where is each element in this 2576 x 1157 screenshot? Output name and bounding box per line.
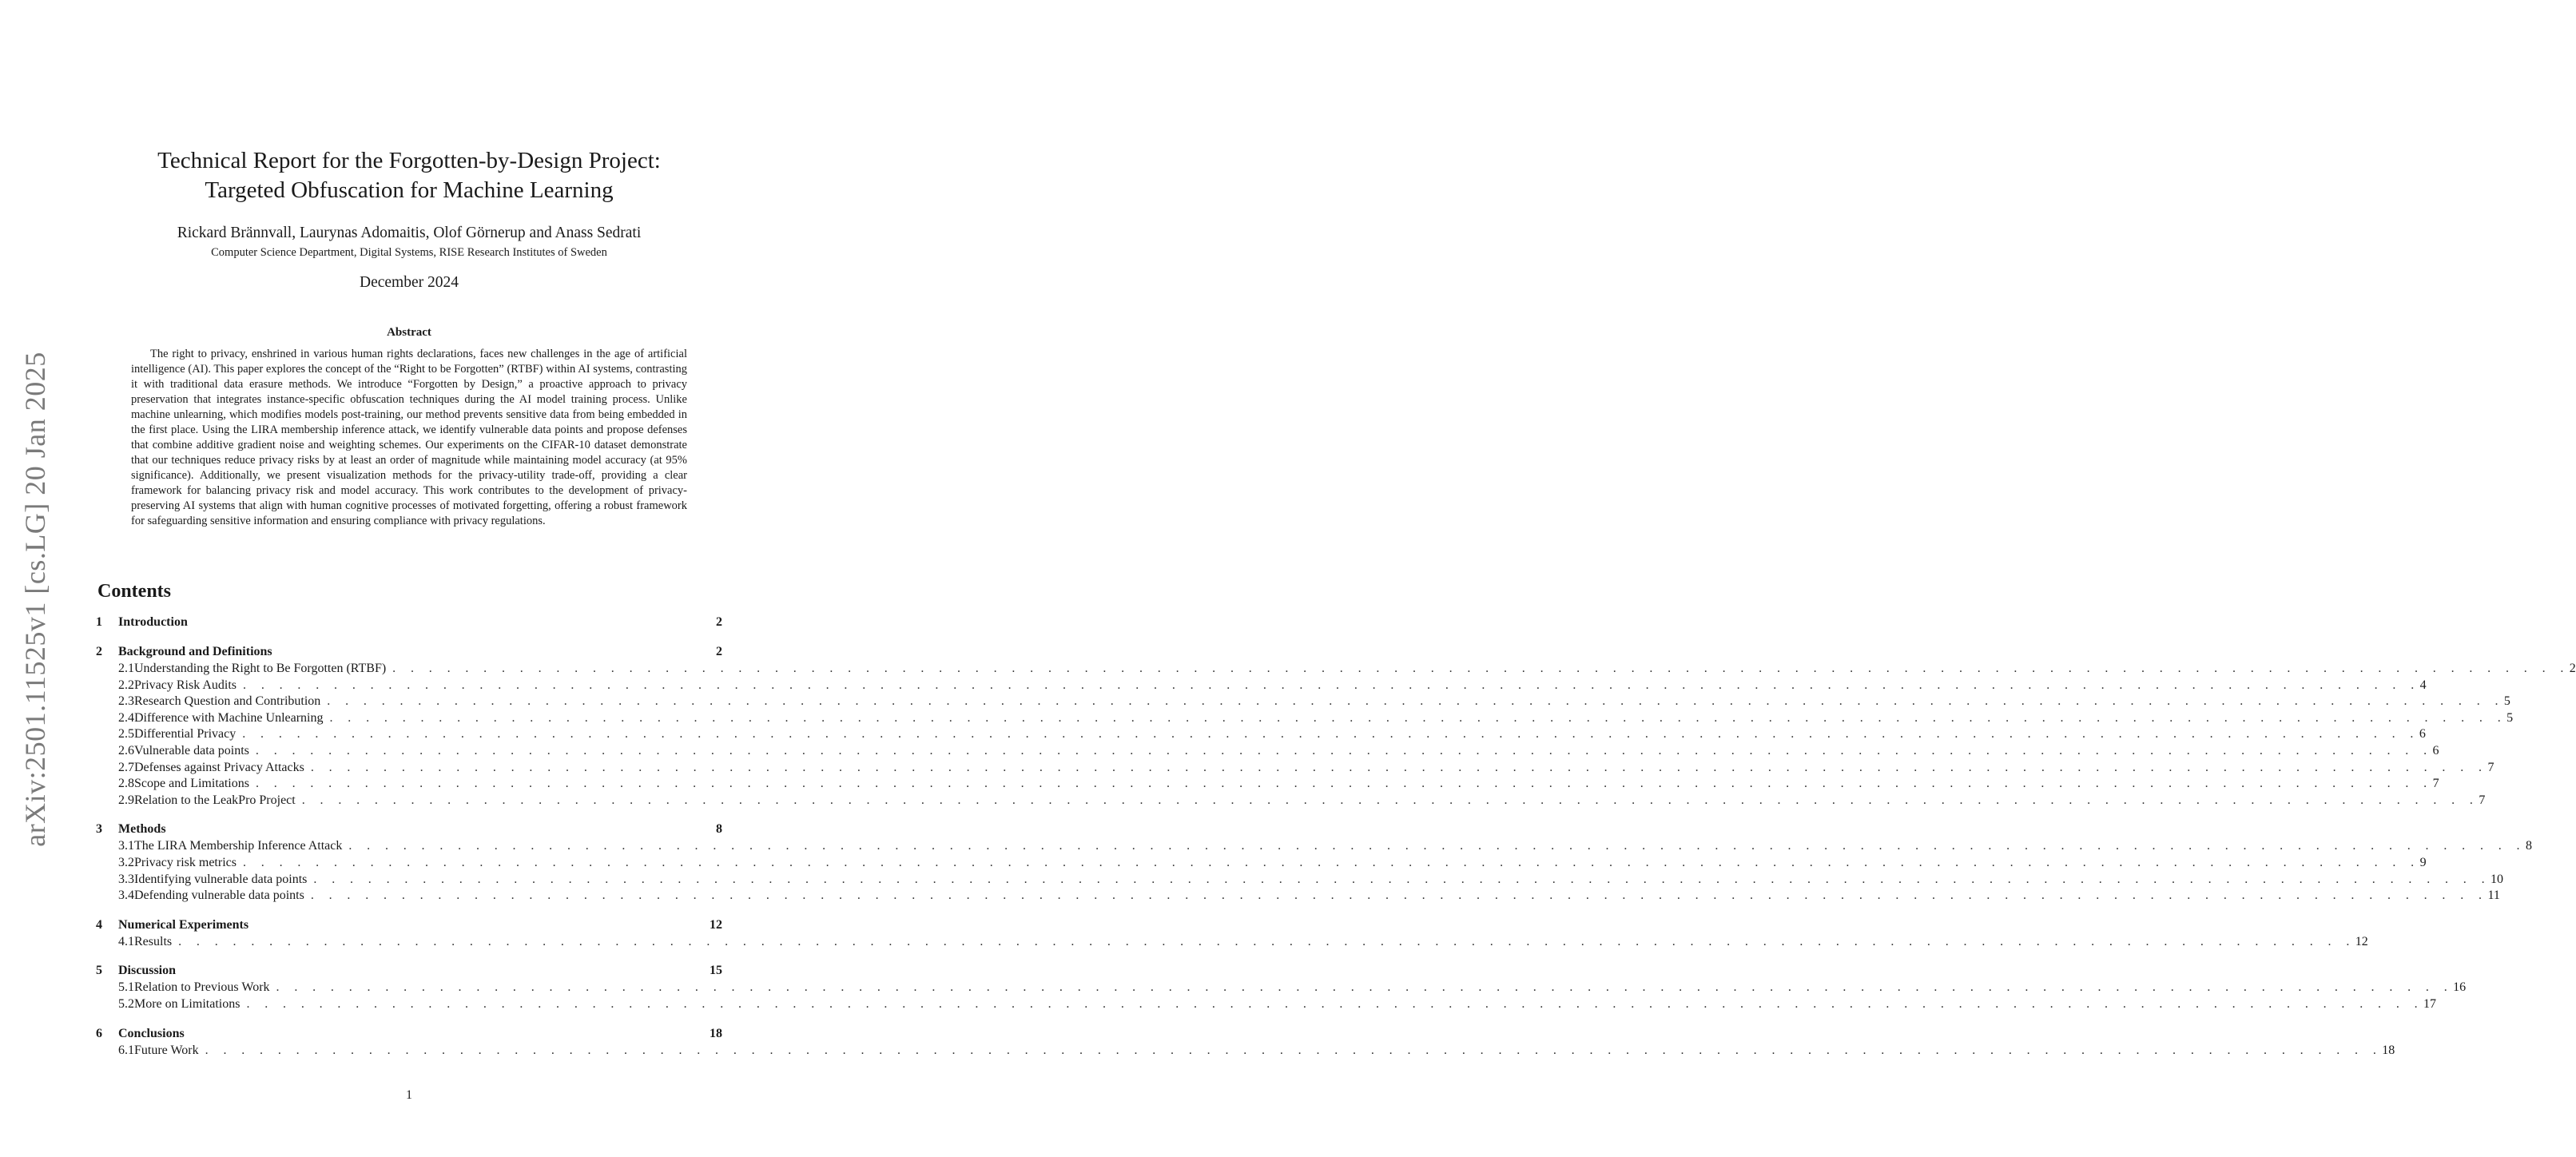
abstract-body: The right to privacy, enshrined in various human rights declarations, faces new challenges in the age of artificial intelligence (AI). This paper explores the concept of the “Right to be Forgotten” (RTBF) within AI systems, contrasting it with traditional data erasure methods. We introduce “Forgotten by Design,” a proactive approach to privacy preservation that integrates instance-specific obfuscation techniques during the AI model training process. Unlike machine unlearning, which modifies models post-training, our method prevents sensitive data from being embedded in the first place. Using the LIRA membership inference attack, we identify vulnerable data points and propose defenses that combine additive gradient noise and weighting schemes. Our experiments on the CIFAR-10 dataset demonstrate that our techniques reduce privacy risks by at least an order of magnitude while maintaining model accuracy (at 95% significance). Additionally, we present visualization methods for the privacy-utility trade-off, providing a clear framework for balancing privacy risk and model accuracy. This work contributes to the development of privacy-preserving AI systems that align with human cognitive processes of motivated forgetting, offering a robust framework for safeguarding sensitive information and ensuring compliance with privacy regulations. bbox=[131, 348, 687, 527]
toc-dot-leader: . . . . . . . . . . . . . . . . . . . . . . . . . . . . . . . . . . . . . . . . . . . . . . . . . . . . . . . . . . . . . . . . . . . . . . . . . . . . . . . . . . . . . . . . . . . . . . . . . . . . . . . . . . . . . . . . . . . . . . . . bbox=[329, 710, 2507, 725]
authors: Rickard Brännvall, Laurynas Adomaitis, Olof Görnerup and Anass Sedrati bbox=[177, 225, 642, 241]
toc-section-page: 12 bbox=[710, 917, 722, 932]
toc-section-row[interactable] bbox=[96, 645, 722, 662]
contents-heading: Contents bbox=[97, 581, 172, 602]
toc-subsection-title: Defending vulnerable data points bbox=[134, 889, 304, 903]
toc-subsection-row[interactable] bbox=[96, 872, 2503, 889]
toc-section-row[interactable] bbox=[96, 918, 722, 935]
toc-subsection-page: 18 bbox=[2382, 1043, 2395, 1057]
toc-dot-leader: . . . . . . . . . . . . . . . . . . . . . . . . . . . . . . . . . . . . . . . . . . . . . . . . . . . . . . . . . . . . . . . . . . . . . . . . . . . . . . . . . . . . . . . . . . . . . . . . . . . . . . . . . . . . . . . . . . . . . . . . bbox=[243, 678, 2420, 692]
toc-section-title: Conclusions bbox=[118, 1026, 185, 1040]
title-line-2: Targeted Obfuscation for Machine Learning bbox=[205, 177, 614, 203]
page-number: 1 bbox=[406, 1088, 412, 1102]
toc-subsection-row[interactable] bbox=[96, 996, 2437, 1014]
toc-subsection-row[interactable] bbox=[96, 855, 2427, 873]
toc-section-title: Background and Definitions bbox=[118, 645, 272, 658]
toc-dot-leader: . . . . . . . . . . . . . . . . . . . . . . . . . . . . . . . . . . . . . . . . . . . . . . . . . . . . . . . . . . . . . . . . . . . . . . . . . . . . . . . . . . . . . . . . . . . . . . . . . . . . . . . . . . . . . . . . . . . . . . . . bbox=[246, 996, 2424, 1011]
toc-dot-leader: . . . . . . . . . . . . . . . . . . . . . . . . . . . . . . . . . . . . . . . . . . . . . . . . . . . . . . . . . . . . . . . . . . . . . . . . . . . . . . . . . . . . . . . . . . . . . . . . . . . . . . . . . . . . . . . . . . . . . . . . bbox=[348, 839, 2526, 853]
toc-section-number: 4 bbox=[96, 917, 102, 932]
toc-subsection-number: 2.8 bbox=[118, 777, 134, 791]
toc-subsection-number: 2.4 bbox=[118, 710, 134, 725]
toc-dot-leader: . . . . . . . . . . . . . . . . . . . . . . . . . . . . . . . . . . . . . . . . . . . . . . . . . . . . . . . . . . . . . . . . . . . . . . . . . . . . . . . . . . . . . . . . . . . . . . . . . . . . . . . . . . . . . . . . . . . . . . . . bbox=[178, 934, 2355, 948]
toc-section-page: 18 bbox=[710, 1026, 722, 1040]
toc-subsection-title: Differential Privacy bbox=[134, 727, 237, 742]
toc-dot-leader: . . . . . . . . . . . . . . . . . . . . . . . . . . . . . . . . . . . . . . . . . . . . . . . . . . . . . . . . . . . . . . . . . . . . . . . . . . . . . . . . . . . . . . . . . . . . . . . . . . . . . . . . . . . . . . . . . . . . . . . . bbox=[205, 1043, 2383, 1057]
toc-subsection-number: 3.3 bbox=[118, 872, 134, 886]
toc-subsection-title: Scope and Limitations bbox=[134, 777, 249, 791]
toc-subsection-page: 7 bbox=[2487, 760, 2495, 774]
toc-subsection-number: 5.1 bbox=[118, 980, 134, 995]
toc-subsection-title: Privacy Risk Audits bbox=[134, 678, 237, 692]
toc-section-number: 1 bbox=[96, 615, 102, 629]
toc-section-row[interactable] bbox=[96, 1027, 722, 1044]
toc-dot-leader: . . . . . . . . . . . . . . . . . . . . . . . . . . . . . . . . . . . . . . . . . . . . . . . . . . . . . . . . . . . . . . . . . . . . . . . . . . . . . . . . . . . . . . . . . . . . . . . . . . . . . . . . . . . . . . . . . . . . . . . . bbox=[255, 743, 2433, 757]
toc-subsection-page: 5 bbox=[2506, 710, 2514, 725]
toc-subsection-page: 2 bbox=[2569, 662, 2576, 675]
toc-subsection-title: The LIRA Membership Inference Attack bbox=[134, 839, 343, 853]
abstract-heading: Abstract bbox=[387, 326, 431, 339]
toc-subsection-number: 2.7 bbox=[118, 760, 134, 774]
toc-section-row[interactable] bbox=[96, 822, 722, 839]
toc-section-title: Introduction bbox=[118, 615, 188, 629]
toc-dot-leader: . . . . . . . . . . . . . . . . . . . . . . . . . . . . . . . . . . . . . . . . . . . . . . . . . . . . . . . . . . . . . . . . . . . . . . . . . . . . . . . . . . . . . . . . . . . . . . . . . . . . . . . . . . . . . . . . . . . . . . . . bbox=[392, 662, 2570, 675]
toc-subsection-page: 10 bbox=[2491, 872, 2503, 886]
toc-subsection-row[interactable] bbox=[96, 980, 2467, 997]
toc-subsection-page: 7 bbox=[2432, 777, 2439, 791]
toc-subsection-row[interactable] bbox=[96, 760, 2495, 777]
affiliation: Computer Science Department, Digital Systems, RISE Research Institutes of Sweden bbox=[211, 246, 607, 259]
toc-subsection-number: 5.2 bbox=[118, 996, 134, 1011]
toc-subsection-title: Understanding the Right to Be Forgotten (RTBF) bbox=[134, 662, 387, 675]
toc-subsection-title: Vulnerable data points bbox=[134, 743, 249, 757]
toc-subsection-row[interactable] bbox=[96, 839, 2532, 856]
toc-subsection-number: 3.2 bbox=[118, 855, 134, 869]
toc-dot-leader: . . . . . . . . . . . . . . . . . . . . . . . . . . . . . . . . . . . . . . . . . . . . . . . . . . . . . . . . . . . . . . . . . . . . . . . . . . . . . . . . . . . . . . . . . . . . . . . . . . . . . . . . . . . . . . . . . . . . . . . . bbox=[255, 777, 2433, 791]
toc-subsection-row[interactable] bbox=[96, 777, 2439, 793]
toc-subsection-row[interactable] bbox=[96, 710, 2514, 728]
toc-subsection-title: Difference with Machine Unlearning bbox=[134, 710, 324, 725]
toc-subsection-number: 2.9 bbox=[118, 793, 134, 807]
toc-subsection-title: Identifying vulnerable data points bbox=[134, 872, 308, 886]
toc-subsection-title: Relation to Previous Work bbox=[134, 980, 270, 995]
toc-subsection-title: Results bbox=[134, 934, 173, 948]
toc-dot-leader: . . . . . . . . . . . . . . . . . . . . . . . . . . . . . . . . . . . . . . . . . . . . . . . . . . . . . . . . . . . . . . . . . . . . . . . . . . . . . . . . . . . . . . . . . . . . . . . . . . . . . . . . . . . . . . . . . . . . . . . . bbox=[310, 889, 2488, 903]
toc-subsection-number: 2.6 bbox=[118, 743, 134, 757]
toc-subsection-row[interactable] bbox=[96, 793, 2486, 810]
toc-section-title: Methods bbox=[118, 822, 166, 837]
toc-dot-leader: . . . . . . . . . . . . . . . . . . . . . . . . . . . . . . . . . . . . . . . . . . . . . . . . . . . . . . . . . . . . . . . . . . . . . . . . . . . . . . . . . . . . . . . . . . . . . . . . . . . . . . . . . . . . . . . . . . . . . . . . bbox=[242, 727, 2419, 742]
date: December 2024 bbox=[360, 274, 459, 291]
toc-section-title: Numerical Experiments bbox=[118, 917, 249, 932]
table-of-contents bbox=[96, 615, 2576, 1060]
toc-subsection-number: 2.3 bbox=[118, 694, 134, 709]
toc-subsection-number: 2.2 bbox=[118, 678, 134, 692]
toc-subsection-row[interactable] bbox=[96, 727, 2426, 744]
toc-section-number: 5 bbox=[96, 964, 102, 978]
toc-subsection-row[interactable] bbox=[96, 678, 2427, 695]
toc-subsection-title: Privacy risk metrics bbox=[134, 855, 237, 869]
toc-subsection-row[interactable] bbox=[96, 743, 2439, 761]
toc-dot-leader: . . . . . . . . . . . . . . . . . . . . . . . . . . . . . . . . . . . . . . . . . . . . . . . . . . . . . . . . . . . . . . . . . . . . . . . . . . . . . . . . . . . . . . . . . . . . . . . . . . . . . . . . . . . . . . . . . . . . . . . . bbox=[276, 980, 2454, 995]
toc-section-number: 2 bbox=[96, 645, 102, 658]
arxiv-side-stamp: arXiv:2501.11525v1 [cs.LG] 20 Jan 2025 bbox=[19, 352, 51, 847]
toc-subsection-number: 6.1 bbox=[118, 1043, 134, 1057]
toc-section-page: 2 bbox=[716, 645, 722, 658]
toc-section-number: 6 bbox=[96, 1026, 102, 1040]
toc-subsection-page: 4 bbox=[2419, 678, 2427, 692]
toc-subsection-number: 3.1 bbox=[118, 839, 134, 853]
toc-subsection-row[interactable] bbox=[96, 934, 2368, 952]
toc-subsection-number: 4.1 bbox=[118, 934, 134, 948]
toc-subsection-page: 7 bbox=[2479, 793, 2486, 807]
toc-dot-leader: . . . . . . . . . . . . . . . . . . . . . . . . . . . . . . . . . . . . . . . . . . . . . . . . . . . . . . . . . . . . . . . . . . . . . . . . . . . . . . . . . . . . . . . . . . . . . . . . . . . . . . . . . . . . . . . . . . . . . . . . bbox=[327, 694, 2504, 709]
toc-section-row[interactable] bbox=[96, 615, 722, 632]
toc-dot-leader: . . . . . . . . . . . . . . . . . . . . . . . . . . . . . . . . . . . . . . . . . . . . . . . . . . . . . . . . . . . . . . . . . . . . . . . . . . . . . . . . . . . . . . . . . . . . . . . . . . . . . . . . . . . . . . . . . . . . . . . . bbox=[310, 760, 2488, 774]
toc-subsection-row[interactable] bbox=[96, 1043, 2395, 1060]
toc-dot-leader: . . . . . . . . . . . . . . . . . . . . . . . . . . . . . . . . . . . . . . . . . . . . . . . . . . . . . . . . . . . . . . . . . . . . . . . . . . . . . . . . . . . . . . . . . . . . . . . . . . . . . . . . . . . . . . . . . . . . . . . . bbox=[301, 793, 2479, 807]
toc-subsection-title: Defenses against Privacy Attacks bbox=[134, 760, 304, 774]
toc-subsection-row[interactable] bbox=[96, 694, 2510, 711]
toc-subsection-page: 9 bbox=[2419, 855, 2427, 869]
toc-section-number: 3 bbox=[96, 822, 102, 837]
toc-subsection-page: 12 bbox=[2355, 934, 2368, 948]
toc-section-page: 8 bbox=[716, 822, 722, 837]
toc-subsection-title: Research Question and Contribution bbox=[134, 694, 321, 709]
toc-dot-leader: . . . . . . . . . . . . . . . . . . . . . . . . . . . . . . . . . . . . . . . . . . . . . . . . . . . . . . . . . . . . . . . . . . . . . . . . . . . . . . . . . . . . . . . . . . . . . . . . . . . . . . . . . . . . . . . . . . . . . . . . bbox=[242, 855, 2420, 869]
title-line-1: Technical Report for the Forgotten-by-Design Project: bbox=[157, 148, 661, 173]
toc-subsection-row[interactable] bbox=[96, 662, 2576, 678]
toc-section-page: 2 bbox=[716, 615, 722, 629]
toc-section-row[interactable] bbox=[96, 964, 722, 980]
toc-subsection-page: 17 bbox=[2423, 996, 2437, 1011]
toc-subsection-page: 6 bbox=[2419, 727, 2426, 742]
toc-subsection-page: 6 bbox=[2432, 743, 2439, 757]
toc-dot-leader: . . . . . . . . . . . . . . . . . . . . . . . . . . . . . . . . . . . . . . . . . . . . . . . . . . . . . . . . . . . . . . . . . . . . . . . . . . . . . . . . . . . . . . . . . . . . . . . . . . . . . . . . . . . . . . . . . . . . . . . . bbox=[313, 872, 2491, 886]
toc-subsection-number: 3.4 bbox=[118, 889, 134, 903]
toc-subsection-title: Future Work bbox=[134, 1043, 199, 1057]
toc-subsection-page: 16 bbox=[2453, 980, 2467, 995]
paper-title bbox=[0, 146, 818, 205]
toc-subsection-number: 2.5 bbox=[118, 727, 134, 742]
toc-subsection-row[interactable] bbox=[96, 889, 2500, 905]
toc-section-page: 15 bbox=[710, 964, 722, 978]
toc-subsection-number: 2.1 bbox=[118, 662, 134, 675]
toc-subsection-page: 11 bbox=[2487, 889, 2500, 903]
toc-subsection-page: 8 bbox=[2525, 839, 2532, 853]
toc-section-title: Discussion bbox=[118, 964, 177, 978]
toc-subsection-page: 5 bbox=[2503, 694, 2510, 709]
toc-subsection-title: Relation to the LeakPro Project bbox=[134, 793, 296, 807]
toc-subsection-title: More on Limitations bbox=[134, 996, 241, 1011]
